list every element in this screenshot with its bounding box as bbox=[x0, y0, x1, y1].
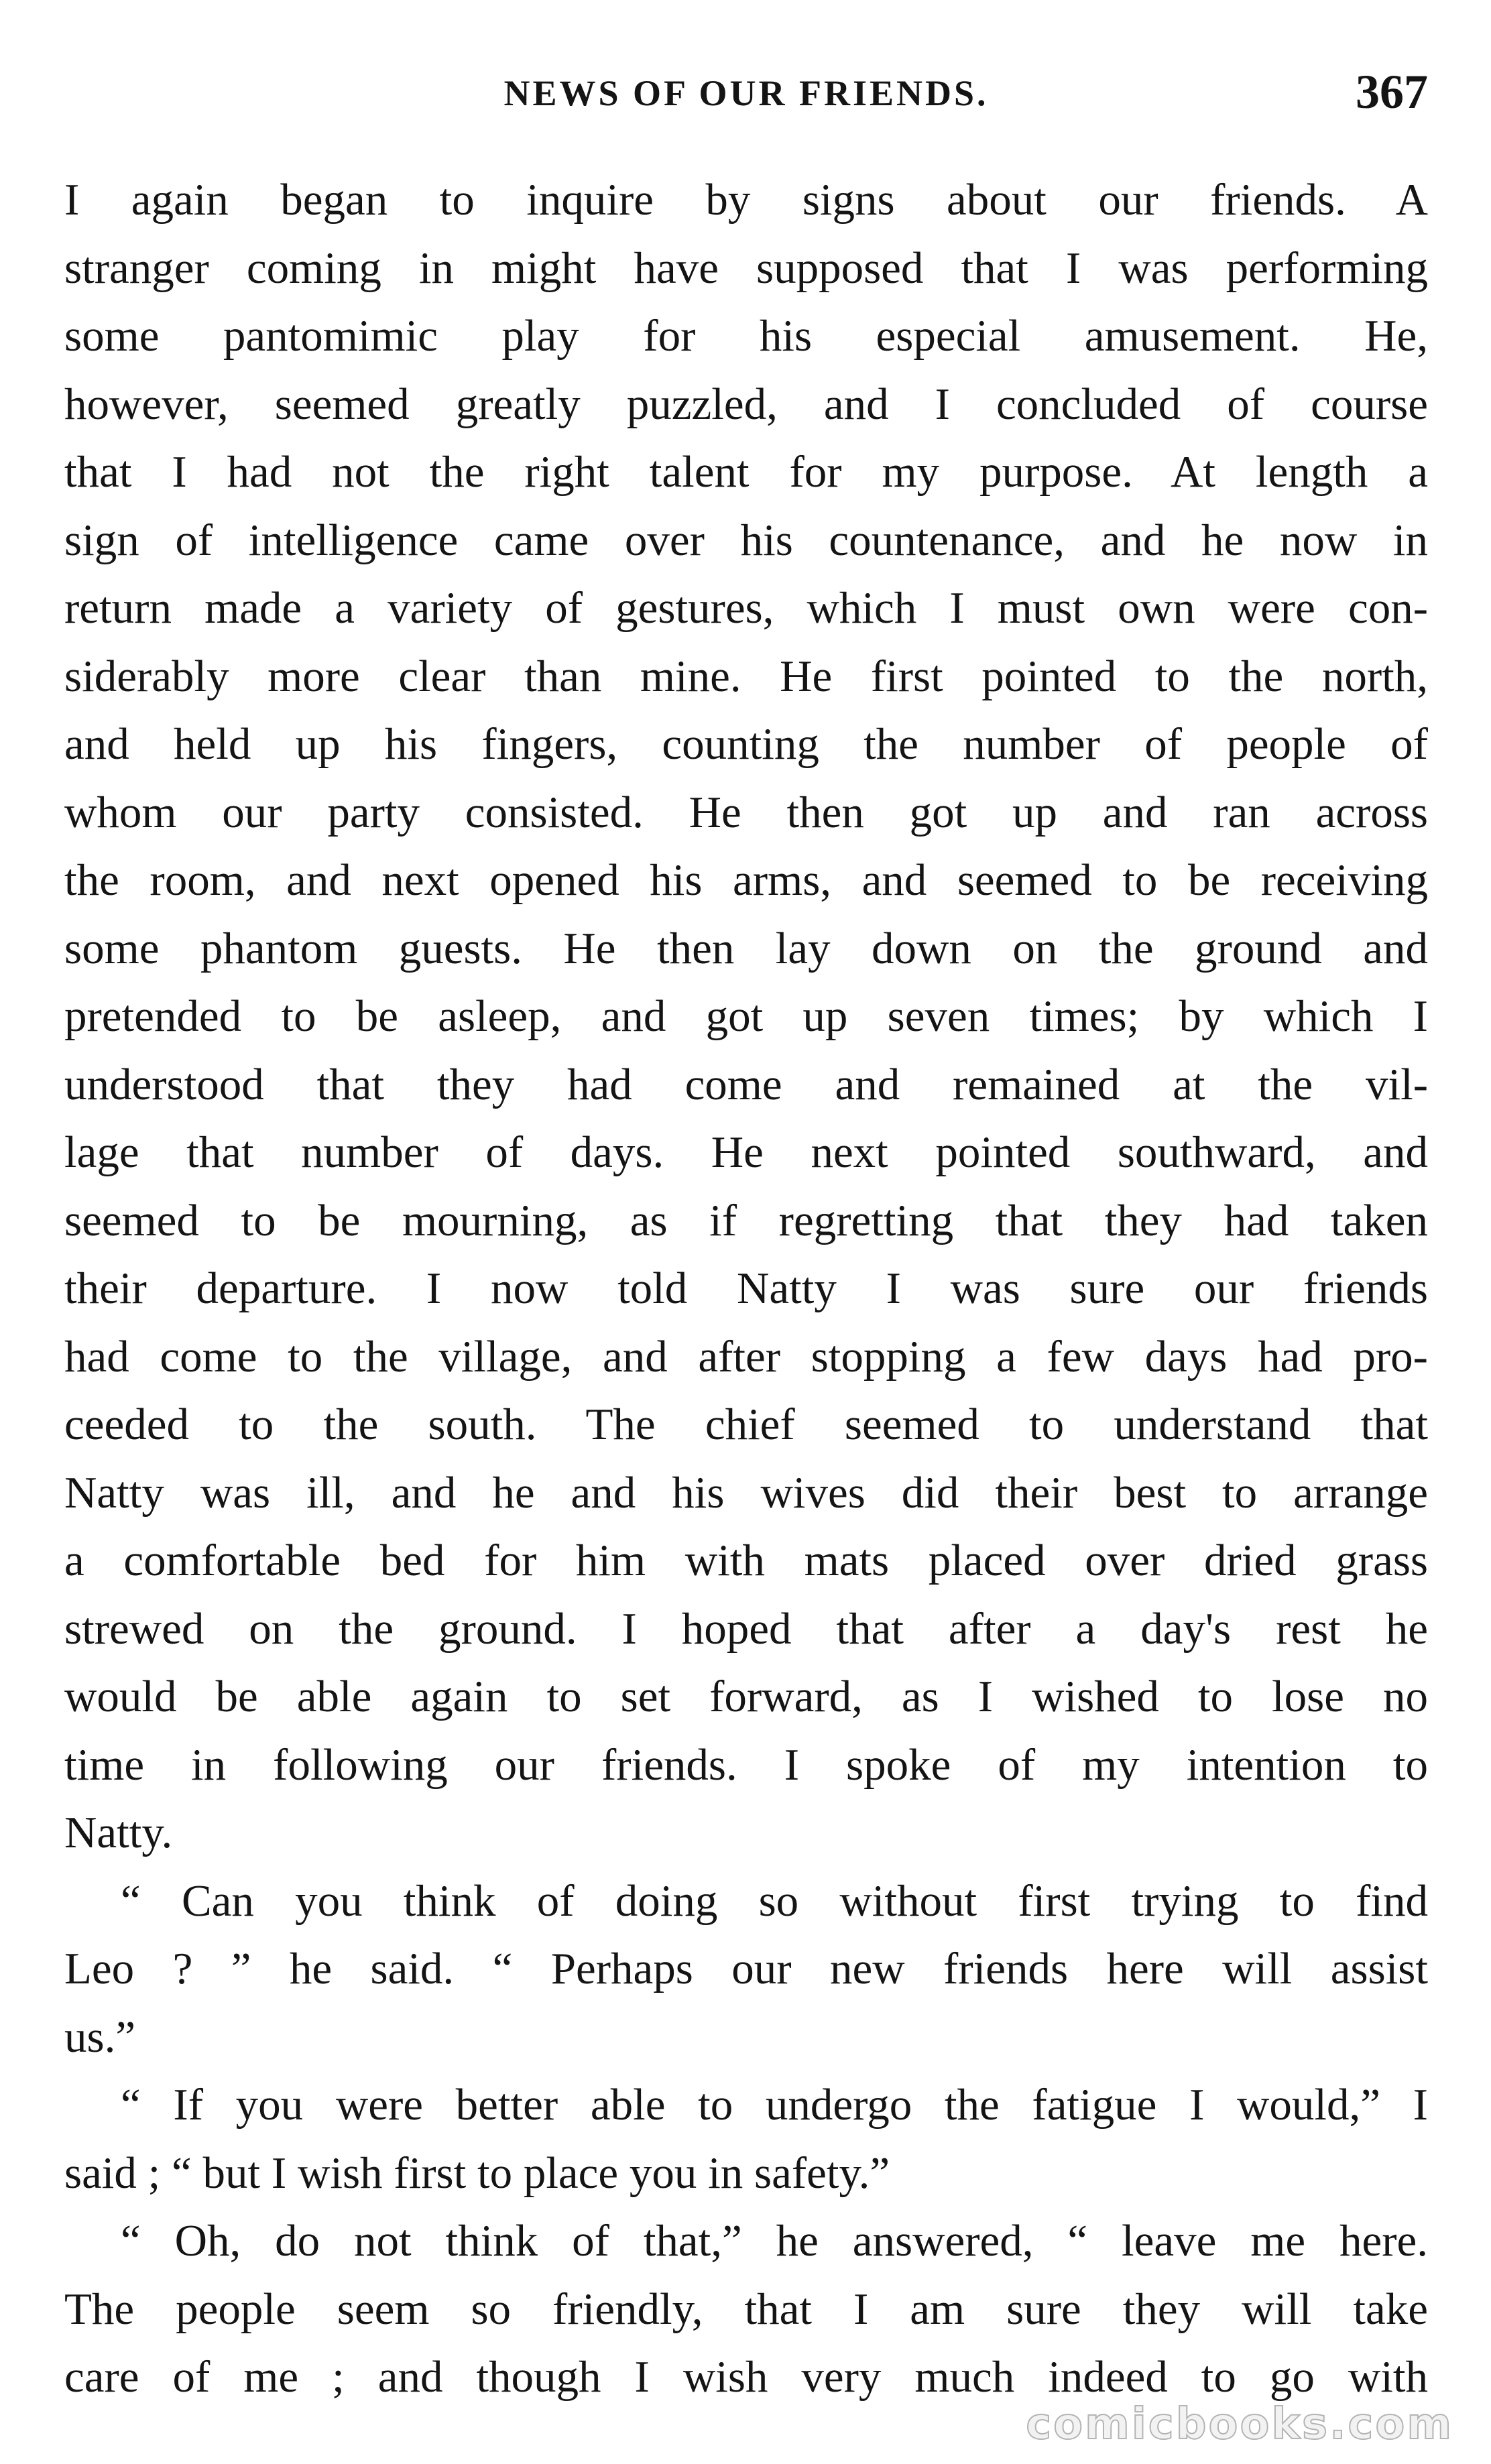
text-line: however, seemed greatly puzzled, and I concluded of course bbox=[64, 379, 1428, 429]
text-line: “ Oh, do not think of that,” he answered, “ leave me here. bbox=[121, 2216, 1428, 2266]
text-line: care of me ; and though I wish very much indeed to go with bbox=[64, 2352, 1428, 2402]
text-line: ceeded to the south. The chief seemed to understand that bbox=[64, 1400, 1428, 1449]
text-line: lage that number of days. He next pointed southward, and bbox=[64, 1127, 1428, 1177]
text-line: I again began to inquire by signs about our friends. A bbox=[64, 175, 1428, 225]
text-line: whom our party consisted. He then got up and ran across bbox=[64, 787, 1428, 837]
page-number: 367 bbox=[1356, 65, 1428, 119]
running-head bbox=[64, 64, 1428, 138]
text-line: a comfortable bed for him with mats placed over dried grass bbox=[64, 1536, 1428, 1585]
text-line: Natty. bbox=[64, 1808, 173, 1857]
text-line: some pantomimic play for his especial amusement. He, bbox=[64, 311, 1428, 361]
text-line: the room, and next opened his arms, and seemed to be receiving bbox=[64, 855, 1428, 905]
running-title: NEWS OF OUR FRIENDS. bbox=[503, 73, 989, 113]
text-line: siderably more clear than mine. He first pointed to the north, bbox=[64, 651, 1428, 701]
text-line: some phantom guests. He then lay down on the ground and bbox=[64, 923, 1428, 973]
text-line: understood that they had come and remained at the vil- bbox=[64, 1059, 1428, 1109]
text-line: time in following our friends. I spoke of my intention to bbox=[64, 1739, 1428, 1790]
text-line: would be able again to set forward, as I wished to lose no bbox=[64, 1672, 1428, 1721]
text-line: pretended to be asleep, and got up seven times; by which I bbox=[64, 991, 1428, 1041]
text-line: and held up his fingers, counting the number of people of bbox=[64, 719, 1428, 769]
text-line: strewed on the ground. I hoped that after a day's rest he bbox=[64, 1603, 1428, 1654]
text-line: stranger coming in might have supposed that I was performing bbox=[64, 243, 1428, 293]
text-line: sign of intelligence came over his countenance, and he now in bbox=[64, 515, 1428, 565]
text-line: that I had not the right talent for my purpose. At length a bbox=[64, 447, 1428, 497]
text-line: “ If you were better able to undergo the fatigue I would,” I bbox=[121, 2080, 1428, 2130]
watermark: comicbooks.com bbox=[1026, 2400, 1453, 2449]
body-text bbox=[64, 166, 1428, 2412]
text-line: return made a variety of gestures, which I must own were con- bbox=[64, 583, 1428, 633]
text-line: The people seem so friendly, that I am sure they will take bbox=[64, 2284, 1428, 2334]
text-line: us.” bbox=[64, 2012, 136, 2062]
text-line: seemed to be mourning, as if regretting that they had taken bbox=[64, 1195, 1428, 1245]
text-line: their departure. I now told Natty I was sure our friends bbox=[64, 1264, 1428, 1313]
text-line: said ; “ but I wish first to place you in safety.” bbox=[64, 2148, 890, 2198]
text-line: “ Can you think of doing so without first trying to find bbox=[121, 1875, 1428, 1926]
text-line: had come to the village, and after stopping a few days had pro- bbox=[64, 1331, 1428, 1381]
text-line: Natty was ill, and he and his wives did their best to arrange bbox=[64, 1467, 1428, 1518]
text-line: Leo ? ” he said. “ Perhaps our new friends here will assist bbox=[64, 1944, 1428, 1993]
